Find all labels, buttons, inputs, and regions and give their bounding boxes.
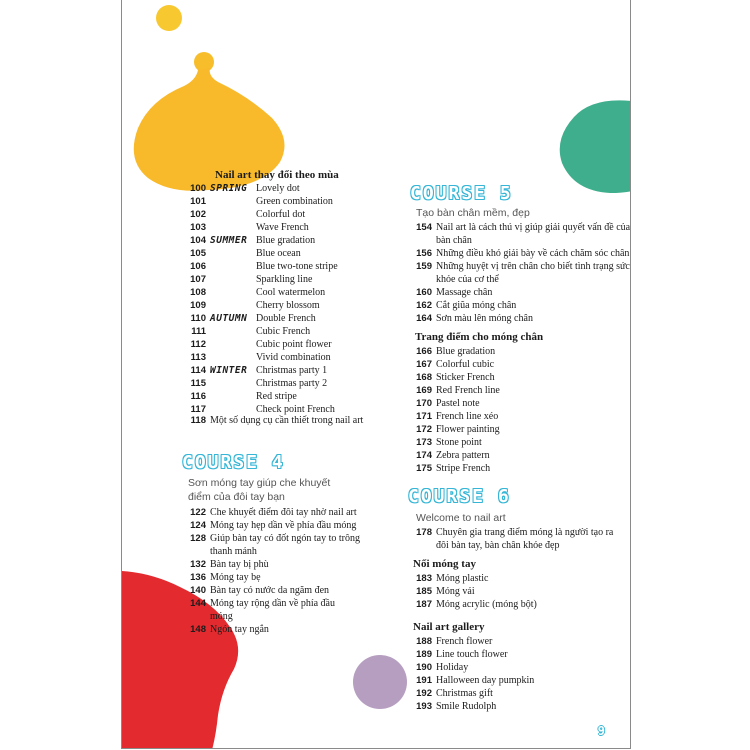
toc-entry	[182, 208, 386, 221]
page-ref: 193	[416, 701, 432, 712]
toc-entry	[410, 221, 631, 247]
toc-entry	[182, 325, 386, 338]
page-ref: 136	[190, 572, 206, 583]
entry-title: Blue ocean	[256, 248, 301, 259]
page-ref: 187	[416, 599, 432, 610]
entry-title: Những huyệt vị trên chân cho biết tình trạng sức khỏe của cơ thể	[436, 261, 630, 285]
page-ref: 107	[190, 274, 206, 285]
gallery-section-title: Nail art gallery	[413, 621, 485, 633]
entry-title: Sparkling line	[256, 274, 313, 285]
toc-entry	[410, 648, 616, 661]
season-label	[206, 195, 256, 208]
entry-title: Những điều khó giải bày về cách chăm sóc chân	[436, 248, 630, 259]
toc-entry	[182, 286, 386, 299]
toc-entry	[182, 299, 386, 312]
page-ref: 101	[190, 196, 206, 207]
page-ref: 103	[190, 222, 206, 233]
page-ref: 144	[190, 598, 206, 609]
entry-title: Red stripe	[256, 391, 297, 402]
entry-title: French line xéo	[436, 411, 499, 422]
page-ref: 132	[190, 559, 206, 570]
green-paint-blob	[552, 95, 631, 205]
toc-entry	[182, 390, 386, 403]
entry-title: Stone point	[436, 437, 482, 448]
page-ref: 108	[190, 287, 206, 298]
entry-title: Giúp bàn tay có đốt ngón tay to trông thanh mảnh	[210, 533, 360, 557]
season-label	[206, 208, 256, 221]
page-ref: 169	[416, 385, 432, 396]
entry-title: Cherry blossom	[256, 300, 320, 311]
entry-title: Double French	[256, 313, 316, 324]
page-ref: 168	[416, 372, 432, 383]
page-ref: 104	[190, 235, 206, 246]
toc-entry	[182, 584, 360, 597]
entry-title: Massage chân	[436, 287, 493, 298]
toc-entry	[410, 384, 616, 397]
toc-entry	[182, 182, 386, 195]
season-label	[206, 299, 256, 312]
entry-title: Christmas party 2	[256, 378, 328, 389]
seasonal-section-title: Nail art thay đổi theo mùa	[215, 169, 339, 181]
toc-entry	[410, 358, 616, 371]
entry-title: Một số dụng cụ cần thiết trong nail art	[210, 415, 364, 426]
toc-entry	[410, 410, 616, 423]
page-ref: 114	[190, 365, 206, 376]
page-ref: 156	[416, 248, 432, 259]
page-ref: 174	[416, 450, 432, 461]
toc-entry	[410, 585, 616, 598]
page-ref: 110	[190, 313, 206, 324]
toc-entry	[182, 273, 386, 286]
page-ref: 102	[190, 209, 206, 220]
page-number: 9	[597, 724, 605, 738]
toc-entry	[410, 299, 631, 312]
entry-title: Pastel note	[436, 398, 480, 409]
toc-entry	[410, 526, 621, 552]
page-ref: 154	[416, 222, 432, 233]
season-label	[206, 273, 256, 286]
course-5-subtitle: Tạo bàn chân mềm, đẹp	[416, 207, 530, 219]
purple-paint-blob	[350, 652, 410, 712]
toc-entry	[410, 371, 616, 384]
page-ref: 190	[416, 662, 432, 673]
toc-entry	[182, 247, 386, 260]
season-label: AUTUMN	[210, 313, 248, 324]
course-6-subtitle: Welcome to nail art	[416, 512, 506, 524]
toc-entry	[182, 506, 360, 519]
page-ref: 192	[416, 688, 432, 699]
toc-entry	[182, 312, 386, 325]
page-ref: 124	[190, 520, 206, 531]
page-ref: 164	[416, 313, 432, 324]
toc-entry	[182, 571, 360, 584]
page-ref: 113	[190, 352, 206, 363]
page-ref: 175	[416, 463, 432, 474]
toc-entry	[410, 345, 616, 358]
page-ref: 183	[416, 573, 432, 584]
course-5-heading: COURSE 5	[410, 183, 511, 204]
toc-entry	[410, 572, 616, 585]
toc-entry	[182, 532, 360, 558]
season-label	[206, 247, 256, 260]
page-ref: 178	[416, 527, 432, 538]
extension-section-title: Nối móng tay	[413, 558, 476, 570]
entry-title: Cool watermelon	[256, 287, 326, 298]
page-ref: 105	[190, 248, 206, 259]
entry-title: Flower painting	[436, 424, 500, 435]
page-ref: 173	[416, 437, 432, 448]
toc-entry	[182, 377, 386, 390]
toc-entry	[182, 364, 386, 377]
entry-title: Lovely dot	[256, 183, 300, 194]
entry-title: Bàn tay có nước da ngăm đen	[210, 585, 330, 596]
toc-entry	[182, 414, 410, 427]
toc-entry	[182, 234, 386, 247]
toc-entry	[182, 558, 360, 571]
entry-title: Chuyên gia trang điểm móng là người tạo ra đôi bàn tay, bàn chân khỏe đẹp	[436, 527, 614, 551]
entry-title: Christmas gift	[436, 688, 493, 699]
page-ref: 106	[190, 261, 206, 272]
entry-title: Móng vải	[436, 586, 475, 597]
entry-title: Móng tay hẹp dần về phía đầu móng	[210, 520, 357, 531]
page-ref: 122	[190, 507, 206, 518]
toc-entry	[410, 286, 631, 299]
toc-entry	[410, 247, 631, 260]
toc-entry	[410, 397, 616, 410]
page-ref: 118	[190, 415, 206, 426]
entry-title: Green combination	[256, 196, 333, 207]
book-page	[121, 0, 631, 749]
entry-title: Check point French	[256, 404, 335, 415]
toc-entry	[410, 423, 616, 436]
season-label	[206, 221, 256, 234]
toc-entry	[410, 598, 616, 611]
entry-title: Cubic point flower	[256, 339, 332, 350]
toc-entry	[182, 351, 386, 364]
toc-entry	[182, 623, 360, 636]
toc-entry	[410, 700, 616, 713]
entry-title: Zebra pattern	[436, 450, 490, 461]
entry-title: Móng acrylic (móng bột)	[436, 599, 537, 610]
entry-title: Móng tay rộng dần về phía đầu móng	[210, 598, 335, 622]
season-label	[206, 390, 256, 403]
entry-title: Christmas party 1	[256, 365, 328, 376]
toc-entry	[410, 260, 631, 286]
entry-title: Blue gradation	[436, 346, 496, 357]
entry-title: Cắt giũa móng chân	[436, 300, 517, 311]
course-6-heading: COURSE 6	[408, 486, 509, 507]
page-ref: 116	[190, 391, 206, 402]
page-ref: 128	[190, 533, 206, 544]
page-ref: 172	[416, 424, 432, 435]
entry-title: Blue two-tone stripe	[256, 261, 338, 272]
toc-entry	[182, 260, 386, 273]
entry-title: Smile Rudolph	[436, 701, 497, 712]
course-4-subtitle: Sơn móng tay giúp che khuyết điểm của đôi tay bạn	[188, 477, 331, 503]
season-label	[206, 377, 256, 390]
toc-entry	[410, 462, 616, 475]
page-ref: 140	[190, 585, 206, 596]
season-label	[206, 338, 256, 351]
page-ref: 188	[416, 636, 432, 647]
entry-title: Red French line	[436, 385, 500, 396]
toc-entry	[410, 449, 616, 462]
entry-title: Nail art là cách thú vị giúp giải quyết vấn đề của bàn chân	[436, 222, 631, 246]
entry-title: Bàn tay bị phù	[210, 559, 269, 570]
toc-entry	[410, 312, 631, 325]
entry-title: Holiday	[436, 662, 469, 673]
season-label: SPRING	[210, 183, 248, 194]
page-ref: 159	[416, 261, 432, 272]
toc-entry	[410, 436, 616, 449]
entry-title: Sticker French	[436, 372, 495, 383]
page-ref: 170	[416, 398, 432, 409]
course-4-heading: COURSE 4	[182, 452, 283, 473]
entry-title: Stripe French	[436, 463, 491, 474]
page-ref: 148	[190, 624, 206, 635]
entry-title: Cubic French	[256, 326, 311, 337]
page-ref: 167	[416, 359, 432, 370]
page-ref: 117	[190, 404, 206, 415]
page-ref: 160	[416, 287, 432, 298]
page-ref: 111	[191, 326, 206, 337]
toc-entry	[410, 687, 616, 700]
season-label	[206, 325, 256, 338]
entry-title: Sơn màu lên móng chân	[436, 313, 533, 324]
season-label: WINTER	[210, 365, 248, 376]
entry-title: Colorful cubic	[436, 359, 495, 370]
page-ref: 115	[190, 378, 206, 389]
toc-entry	[182, 338, 386, 351]
toc-entry	[182, 597, 360, 623]
entry-title: French flower	[436, 636, 493, 647]
entry-title: Móng tay bẹ	[210, 572, 261, 583]
toc-entry	[182, 221, 386, 234]
entry-title: Colorful dot	[256, 209, 306, 220]
page-ref: 185	[416, 586, 432, 597]
toc-entry	[410, 635, 616, 648]
makeup-section-title: Trang điểm cho móng chân	[415, 331, 544, 343]
entry-title: Line touch flower	[436, 649, 508, 660]
entry-title: Che khuyết điểm đôi tay nhờ nail art	[210, 507, 357, 518]
page-ref: 162	[416, 300, 432, 311]
season-label	[206, 260, 256, 273]
season-label: SUMMER	[210, 235, 248, 246]
page-ref: 112	[190, 339, 206, 350]
entry-title: Blue gradation	[256, 235, 316, 246]
entry-title: Móng plastic	[436, 573, 489, 584]
toc-entry	[182, 519, 360, 532]
entry-title: Ngón tay ngắn	[210, 624, 269, 635]
page-ref: 166	[416, 346, 432, 357]
entry-title: Vivid combination	[256, 352, 331, 363]
page-ref: 171	[416, 411, 432, 422]
page-ref: 189	[416, 649, 432, 660]
page-ref: 191	[416, 675, 432, 686]
toc-entry	[410, 661, 616, 674]
season-label	[206, 351, 256, 364]
toc-entry	[182, 195, 386, 208]
entry-title: Wave French	[256, 222, 309, 233]
season-label	[206, 286, 256, 299]
page-ref: 100	[190, 183, 206, 194]
toc-entry	[410, 674, 616, 687]
page-ref: 109	[190, 300, 206, 311]
entry-title: Halloween day pumpkin	[436, 675, 535, 686]
